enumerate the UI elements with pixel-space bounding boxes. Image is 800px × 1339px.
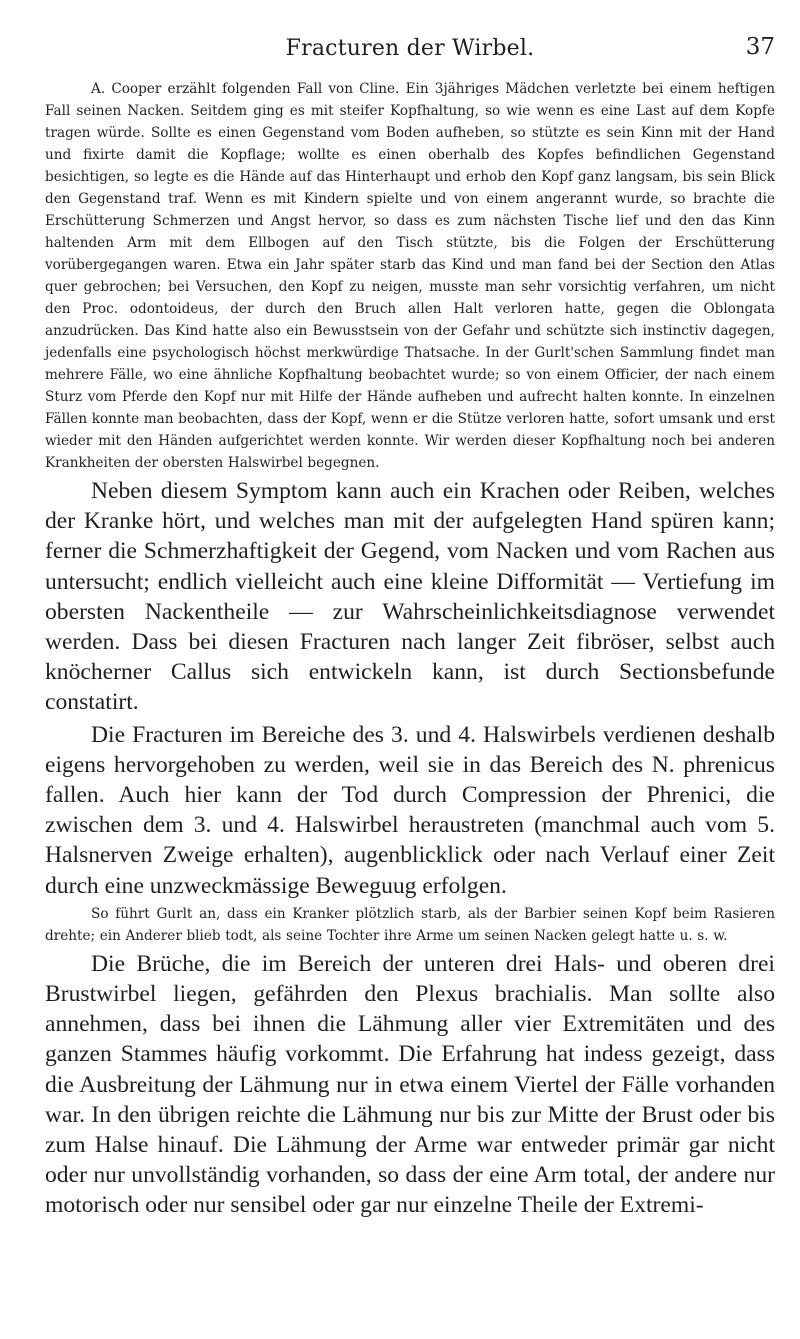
paragraph-symptoms: Neben diesem Symptom kann auch ein Krachen oder Reiben, welches der Kranke hört, und welches man mit der aufgelegten Hand spüren kann; ferner die Schmerzhaftigkeit der Gegend, vom Nacken und vom Rachen aus untersucht; endlich vielleicht auch eine kleine Difformität — Vertiefung im obersten Nackentheile — zur Wahrscheinlichkeitsdiagnose verwendet werden. Dass bei diesen Fracturen nach langer Zeit fibröser, selbst auch knöcherner Callus sich entwickeln kann, ist durch Sectionsbefunde constatirt. — [45, 478, 775, 716]
paragraph-phrenicus: Die Fracturen im Bereiche des 3. und 4. Halswirbels verdienen deshalb eigens hervorgehoben zu werden, weil sie in das Bereich des N. phrenicus fallen. Auch hier kann der Tod durch Compression der Phrenici, die zwischen dem 3. und 4. Halswirbel heraustreten (manchmal auch vom 5. Halsnerven Zweige erhalten), augenblicklick oder nach Verlauf einer Zeit durch eine unzweckmässige Beweguug erfolgen. — [45, 721, 775, 899]
paragraph-gurlt-cases: So führt Gurlt an, dass ein Kranker plötzlich starb, als der Barbier seinen Kopf beim Rasieren drehte; ein Anderer blieb todt, als seine Tochter ihre Arme um seinen Nacken gelegt hatte u. s. w. — [45, 905, 775, 944]
paragraph-cooper-case: A. Cooper erzählt folgenden Fall von Cline. Ein 3jähriges Mädchen verletzte bei einem heftigen Fall seinen Nacken. Seitdem ging es mit steifer Kopfhaltung, so wie wenn es eine Last auf dem Kopfe tragen würde. Sollte es einen Gegenstand vom Boden aufheben, so stützte es sein Kinn mit der Hand und fixirte damit die Kopflage; wollte es einen oberhalb des Kopfes befindlichen Gegenstand besichtigen, so legte es die Hände auf das Hinterhaupt und erhob den Kopf ganz langsam, bis sein Blick den Gegenstand traf. Wenn es mit Kindern spielte und von einem angerannt wurde, so brachte die Erschütterung Schmerzen und Angst hervor, so dass es zum nächsten Tische lief und den das Kinn haltenden Arm mit dem Ellbogen auf den Tisch stützte, bis die Folgen der Erschütterung vorübergegangen waren. Etwa ein Jahr später starb das Kind und man fand bei der Section den Atlas quer gebrochen; bei Versuchen, den Kopf zu neigen, musste man sehr vorsichtig verfahren, um nicht den Proc. odontoideus, der durch den Bruch allen Halt verloren hatte, gegen die Oblongata anzudrücken. Das Kind hatte also ein Bewusstsein von der Gefahr und schützte sich instinctiv dagegen, jedenfalls eine psychologisch höchst merkwürdige Thatsache. In der Gurlt'schen Sammlung findet man mehrere Fälle, wo eine ähnliche Kopfhaltung beobachtet wurde; so von einem Officier, der nach einem Sturz vom Pferde den Kopf nur mit Hilfe der Hände aufheben und aufrecht halten konnte. In einzelnen Fällen konnte man beobachten, dass der Kopf, wenn er die Stütze verloren hatte, sofort umsank und erst wieder mit den Händen aufgerichtet werden konnte. Wir werden dieser Kopfhaltung noch bei anderen Krankheiten der obersten Halswirbel begegnen. — [45, 81, 775, 471]
running-header — [45, 0, 775, 78]
paragraph-plexus-brachialis: Die Brüche, die im Bereich der unteren drei Hals- und oberen drei Brustwirbel liegen, gefährden den Plexus brachialis. Man sollte also annehmen, dass bei ihnen die Lähmung aller vier Extremitäten und des ganzen Stammes häufig vorkommt. Die Erfahrung hat indess gezeigt, dass die Ausbreitung der Lähmung nur in etwa einem Viertel der Fälle vorhanden war. In den übrigen reichte die Lähmung nur bis zur Mitte der Brust oder bis zum Halse hinauf. Die Lähmung der Arme war entweder primär gar nicht oder nur unvollständig vorhanden, so dass der eine Arm total, der andere nur motorisch oder nur sensibel oder gar nur einzelne Theile der Extremi- — [45, 950, 775, 1219]
body-text — [45, 78, 775, 1221]
page-number: 37 — [745, 34, 775, 60]
book-page — [45, 0, 775, 1221]
running-title: Fracturen der Wirbel. — [285, 36, 535, 61]
